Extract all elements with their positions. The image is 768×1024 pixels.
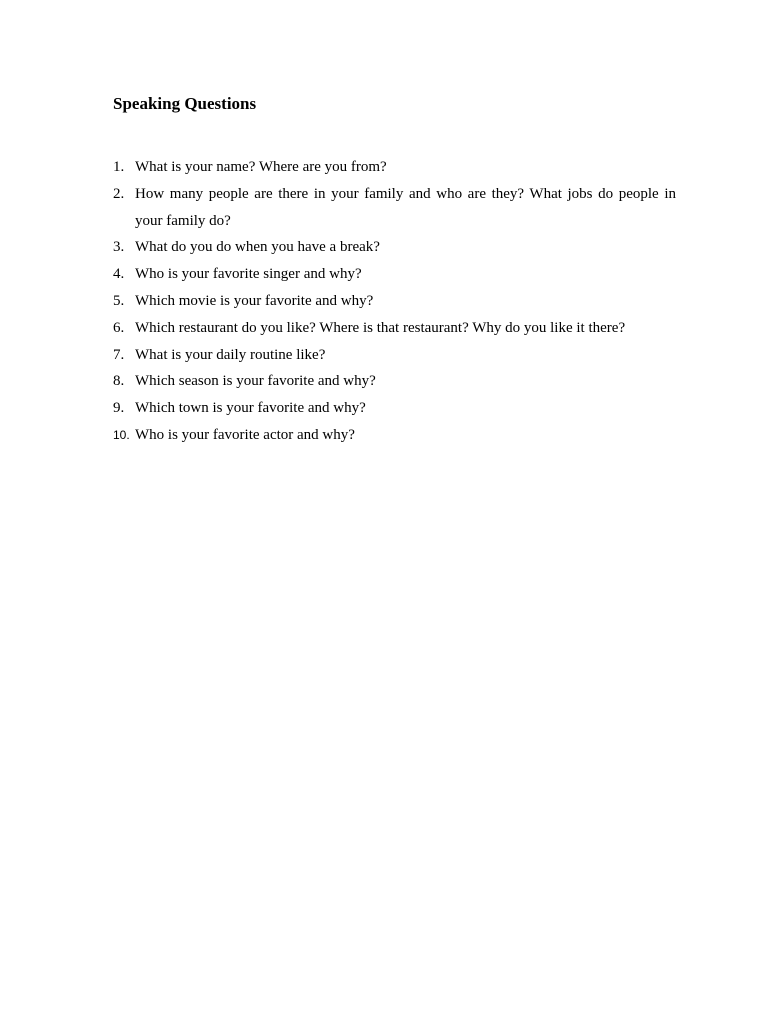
question-text: Which town is your favorite and why? [135, 400, 366, 417]
question-number: 10. [113, 427, 130, 442]
question-item [113, 234, 676, 261]
question-text: Which season is your favorite and why? [135, 373, 376, 390]
question-text: Who is your favorite actor and why? [135, 426, 355, 443]
question-text: How many people are there in your family and who are they? What jobs do people in your family do? [135, 185, 676, 229]
question-item [113, 368, 676, 395]
question-number: 2. [113, 185, 125, 202]
question-list [113, 154, 676, 449]
question-item [113, 342, 676, 369]
question-item [113, 154, 676, 181]
question-item [113, 288, 676, 315]
question-number: 3. [113, 239, 125, 256]
question-number: 6. [113, 319, 125, 336]
question-item [113, 261, 676, 288]
question-item [113, 315, 676, 342]
question-item [113, 422, 676, 449]
question-text: What is your daily routine like? [135, 346, 326, 363]
question-number: 9. [113, 400, 125, 417]
question-number: 1. [113, 159, 125, 175]
question-number: 5. [113, 292, 125, 309]
page-title: Speaking Questions [113, 94, 257, 113]
question-number: 4. [113, 266, 125, 283]
question-text: Who is your favorite singer and why? [135, 266, 362, 283]
question-number: 8. [113, 373, 125, 390]
question-text: What do you do when you have a break? [135, 239, 380, 256]
question-number: 7. [113, 346, 125, 363]
question-item [113, 181, 676, 235]
question-item [113, 395, 676, 422]
question-text: Which restaurant do you like? Where is that restaurant? Why do you like it there? [135, 319, 626, 336]
question-text: Which movie is your favorite and why? [135, 292, 374, 309]
question-text: What is your name? Where are you from? [135, 159, 387, 175]
